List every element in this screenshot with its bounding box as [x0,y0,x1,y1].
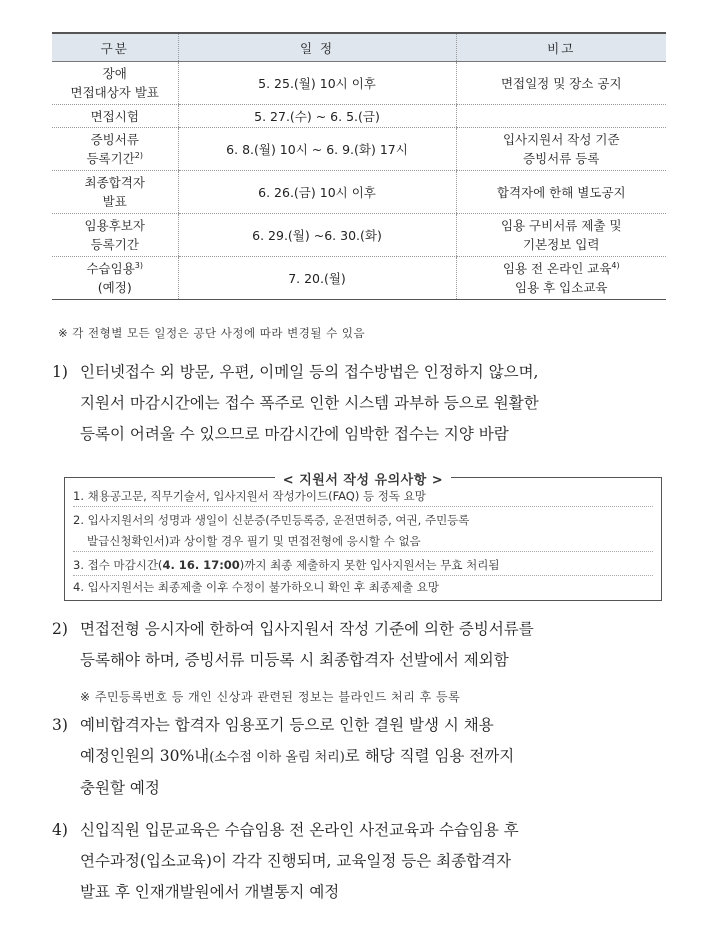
table-row [52,62,666,105]
notice-box [64,473,662,601]
paragraph-line: 지원서 마감시간에는 접수 폭주로 인한 시스템 과부하 등으로 원활한 [80,394,539,412]
paragraph-line: 등록이 어려울 수 있으므로 마감시간에 임박한 접수는 지양 바람 [80,425,509,443]
table-row [52,128,666,171]
paragraph-line: 인터넷접수 외 방문, 우편, 이메일 등의 접수방법은 인정하지 않으며, [80,363,539,381]
notice-item: 3. 접수 마감시간(4. 16. 17:00)까지 최종 제출하지 못한 입사지원서는 무효 처리됨 [73,556,653,576]
paragraph-number: 2) [52,620,68,638]
row-category: 임용후보자 등록기간 [52,214,178,257]
paragraph-3 [52,710,668,804]
row-note: 임용 전 온라인 교육$^{4)}$ 임용 후 입소교육 [456,257,666,300]
table-footnote: ※ 각 전형별 모든 일정은 공단 사정에 따라 변경될 수 있음 [58,326,366,340]
row-category: 수습임용$^{3)}$ (예정) [52,257,178,300]
paragraph-2 [52,614,668,676]
row-schedule: 6. 26.(금) 10시 이후 [178,171,456,214]
header-note: 비고 [456,33,666,62]
table-row [52,214,666,257]
paragraph-4 [52,815,668,908]
table-row [52,171,666,214]
paragraph-1 [52,357,668,450]
header-category: 구분 [52,33,178,62]
table-row [52,257,666,300]
row-schedule: 5. 25.(월) 10시 이후 [178,62,456,105]
paragraph-line: 발표 후 인재개발원에서 개별통지 예정 [80,883,340,901]
table-row [52,105,666,128]
header-schedule: 일 정 [178,33,456,62]
row-schedule: 7. 20.(월) [178,257,456,300]
row-category: 장애 면접대상자 발표 [52,62,178,105]
paragraph-number: 3) [52,716,68,734]
notice-item: 4. 입사지원서는 최종제출 이후 수정이 불가하오니 확인 후 최종제출 요망 [73,580,440,594]
row-note [456,105,666,128]
row-schedule: 5. 27.(수) ~ 6. 5.(금) [178,105,456,128]
paragraph-number: 1) [52,363,68,381]
notice-item: 2. 입사지원서의 성명과 생일이 신분증(주민등록증, 운전면허증, 여권, 주민등록 [73,513,470,527]
row-note: 합격자에 한해 별도공지 [456,171,666,214]
paragraph-line: 예정인원의 30%내(소수점 이하 올림 처리)로 해당 직렬 임용 전까지 [80,747,515,765]
row-note: 임용 구비서류 제출 및 기본정보 입력 [456,214,666,257]
notice-item: 1. 채용공고문, 직무기술서, 입사지원서 작성가이드(FAQ) 등 정독 요망 [73,487,653,507]
row-schedule: 6. 8.(월) 10시 ~ 6. 9.(화) 17시 [178,128,456,171]
row-schedule: 6. 29.(월) ~6. 30.(화) [178,214,456,257]
paragraph-number: 4) [52,821,68,839]
row-category: 최종합격자 발표 [52,171,178,214]
row-category: 증빙서류 등록기간$^{2)}$ [52,128,178,171]
paragraph-line: 신입직원 입문교육은 수습임용 전 온라인 사전교육과 수습임용 후 [80,821,519,839]
paragraph-line: 등록해야 하며, 증빙서류 미등록 시 최종합격자 선발에서 제외함 [80,651,509,669]
row-note: 면접일정 및 장소 공지 [456,62,666,105]
notice-item-cont: 발급신청확인서)과 상이할 경우 필기 및 면접전형에 응시할 수 없음 [73,532,653,552]
paragraph-line: 연수과정(입소교육)이 각각 진행되며, 교육일정 등은 최종합격자 [80,852,511,870]
schedule-table [52,32,666,300]
notice-title: < 지원서 작성 유의사항 > [275,473,451,488]
paragraph-line: 예비합격자는 합격자 임용포기 등으로 인한 결원 발생 시 채용 [80,716,494,734]
paragraph-line: 충원할 예정 [80,779,160,797]
paragraph-line: 면접전형 응시자에 한하여 입사지원서 작성 기준에 의한 증빙서류를 [80,620,534,638]
table-header-row [52,33,666,62]
row-category: 면접시험 [52,105,178,128]
paragraph-2-note: ※ 주민등록번호 등 개인 신상과 관련된 정보는 블라인드 처리 후 등록 [80,690,461,704]
row-note: 입사지원서 작성 기준 증빙서류 등록 [456,128,666,171]
